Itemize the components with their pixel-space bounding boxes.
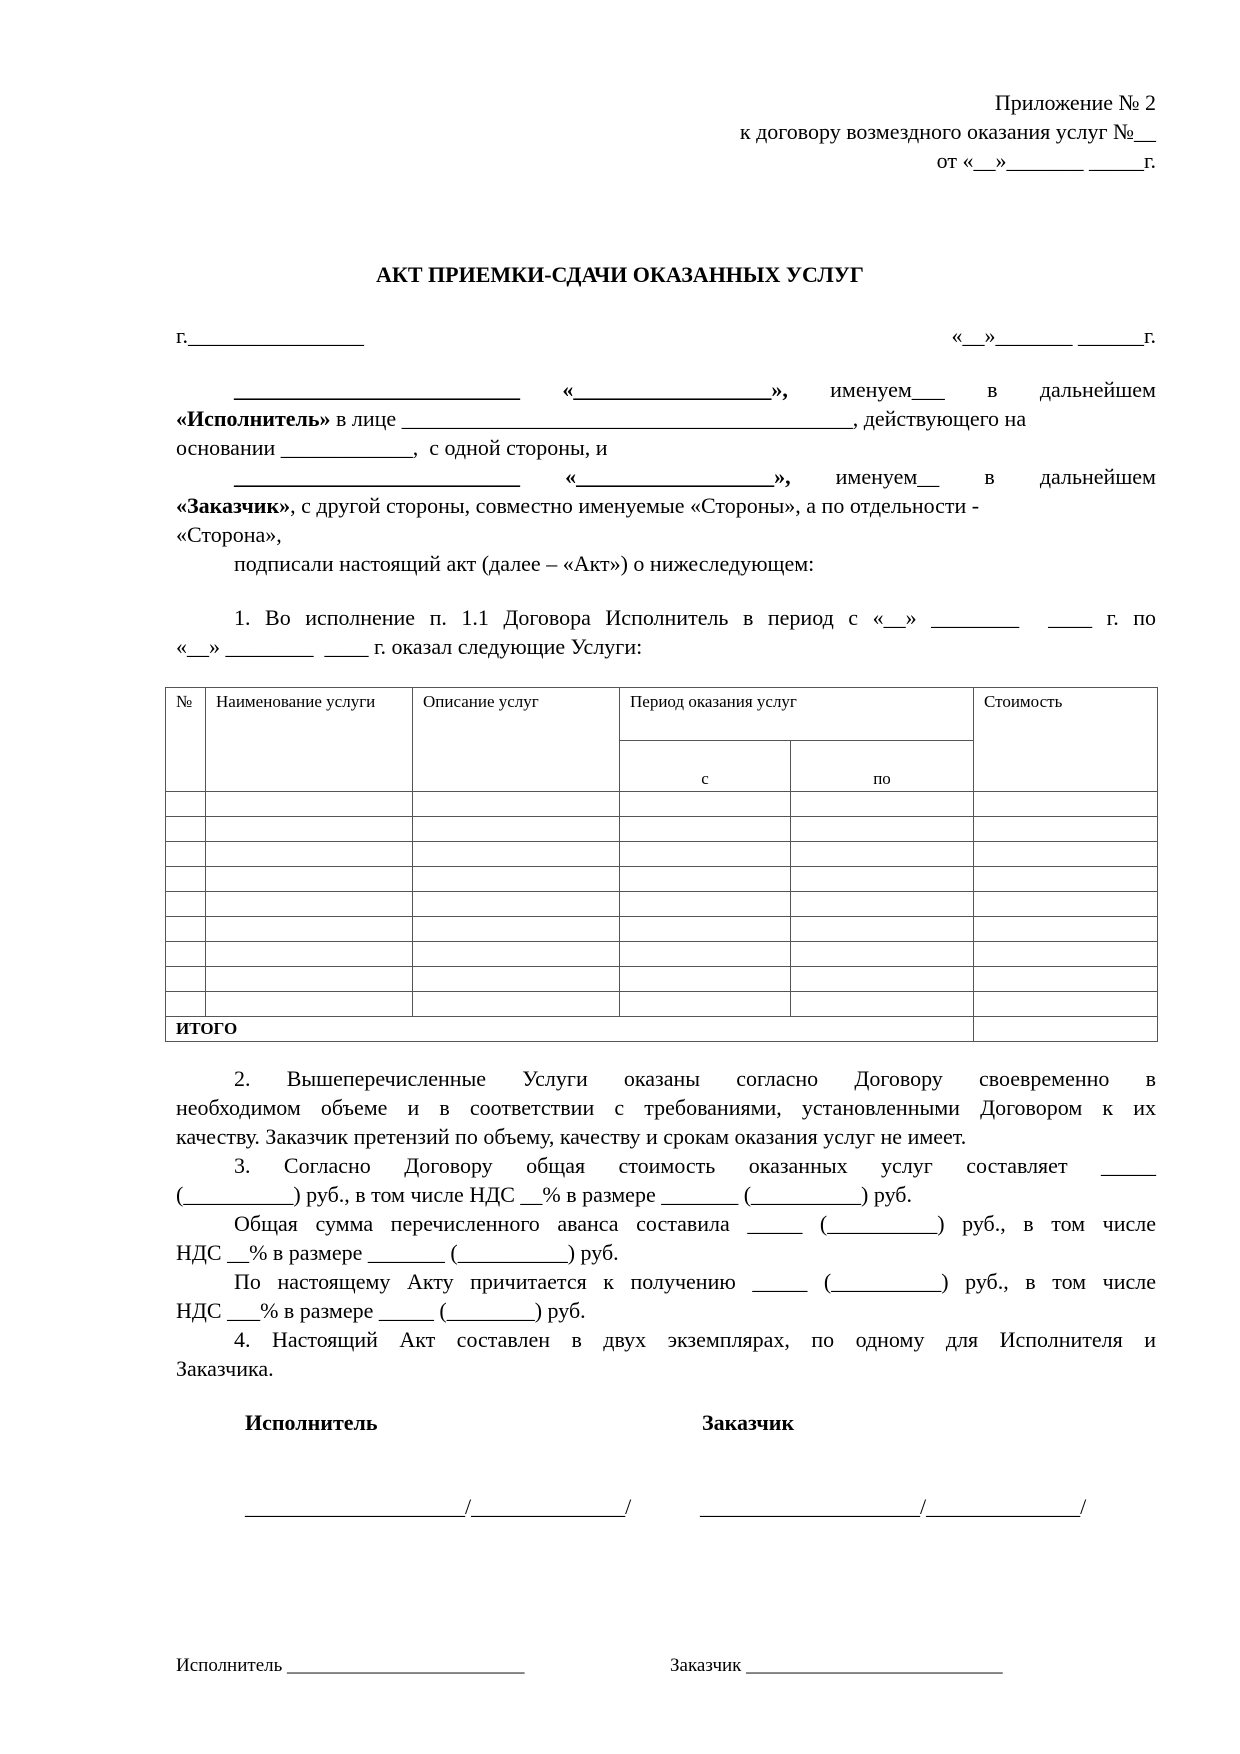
named-word: именуем___: [830, 377, 945, 402]
table-row: [166, 867, 1158, 892]
table-cell[interactable]: [166, 817, 206, 842]
contract-reference: к договору возмездного оказания услуг №__: [739, 119, 1156, 144]
table-cell[interactable]: [974, 917, 1158, 942]
table-cell[interactable]: [166, 917, 206, 942]
table-cell[interactable]: [206, 792, 413, 817]
clause-3-line-5: По настоящему Акту причитается к получению _____ (__________) руб., в том числе: [234, 1269, 1156, 1294]
total-cost-cell[interactable]: [974, 1017, 1158, 1042]
executor-signature-line[interactable]: ____________________/______________/: [245, 1494, 632, 1519]
parties-line-5: [176, 491, 1156, 520]
table-cell[interactable]: [791, 942, 974, 967]
table-cell[interactable]: [206, 942, 413, 967]
table-cell[interactable]: [413, 967, 620, 992]
table-cell[interactable]: [413, 792, 620, 817]
parties-line-2: [176, 404, 1156, 433]
table-cell[interactable]: [620, 867, 791, 892]
table-cell[interactable]: [620, 942, 791, 967]
clause-1-line-1: 1. Во исполнение п. 1.1 Договора Исполнитель в период с «__» ________ ____ г. по: [234, 605, 1156, 630]
table-cell[interactable]: [620, 817, 791, 842]
table-cell[interactable]: [974, 842, 1158, 867]
col-from-header: с: [620, 741, 791, 792]
city-field: г.________________: [176, 323, 365, 348]
executor-role: «Исполнитель»: [176, 406, 331, 431]
table-cell[interactable]: [620, 992, 791, 1017]
clause-4-line-1: 4. Настоящий Акт составлен в двух экземплярах, по одному для Исполнителя и: [234, 1327, 1156, 1352]
table-cell[interactable]: [166, 942, 206, 967]
services-table: [165, 687, 1158, 1042]
col-number-header: №: [166, 688, 206, 792]
hereinafter-word: дальнейшем: [1039, 464, 1156, 489]
clause-2-line-2: необходимом объеме и в соответствии с требованиями, установленными Договором к их: [176, 1095, 1156, 1120]
clause-1: [176, 603, 1156, 661]
table-cell[interactable]: [791, 967, 974, 992]
parties-line-3: основании ____________, с одной стороны, и: [176, 435, 608, 460]
date-field: «__»_______ ______г.: [951, 323, 1156, 348]
table-cell[interactable]: [974, 992, 1158, 1017]
executor-signature-heading: Исполнитель: [245, 1410, 378, 1435]
table-cell[interactable]: [791, 842, 974, 867]
col-description-header: Описание услуг: [413, 688, 620, 792]
clause-3-line-2: (__________) руб., в том числе НДС __% в размере _______ (__________) руб.: [176, 1182, 912, 1207]
table-cell[interactable]: [166, 967, 206, 992]
col-cost-header: Стоимость: [974, 688, 1158, 792]
table-cell[interactable]: [620, 842, 791, 867]
table-cell[interactable]: [791, 817, 974, 842]
clause-1-line-2: «__» ________ ____ г. оказал следующие Услуги:: [176, 634, 643, 659]
table-cell[interactable]: [206, 817, 413, 842]
table-cell[interactable]: [620, 967, 791, 992]
table-cell[interactable]: [166, 792, 206, 817]
table-cell[interactable]: [620, 892, 791, 917]
table-row: [166, 842, 1158, 867]
contract-date: от «__»_______ _____г.: [936, 148, 1156, 173]
table-cell[interactable]: [620, 917, 791, 942]
table-cell[interactable]: [206, 992, 413, 1017]
table-cell[interactable]: [413, 892, 620, 917]
table-cell[interactable]: [413, 992, 620, 1017]
table-cell[interactable]: [413, 867, 620, 892]
clause-3-line-1: 3. Согласно Договору общая стоимость оказанных услуг составляет _____: [234, 1153, 1156, 1178]
total-label: ИТОГО: [166, 1017, 974, 1042]
customer-quoted-blank: «__________________»,: [565, 464, 791, 489]
table-header-row: [166, 688, 1158, 741]
executor-representative: в лице _________________________________________, действующего на: [330, 406, 1027, 431]
table-cell[interactable]: [791, 867, 974, 892]
table-cell[interactable]: [791, 992, 974, 1017]
parties-paragraph: [176, 375, 1156, 578]
table-cell[interactable]: [413, 942, 620, 967]
customer-signature-heading: Заказчик: [702, 1410, 795, 1435]
table-cell[interactable]: [974, 967, 1158, 992]
hereinafter-word: дальнейшем: [1039, 377, 1156, 402]
table-row: [166, 892, 1158, 917]
table-row: [166, 942, 1158, 967]
table-cell[interactable]: [974, 942, 1158, 967]
parties-joint-text: , с другой стороны, совместно именуемые «Стороны», а по отдельности -: [290, 493, 980, 518]
table-cell[interactable]: [791, 792, 974, 817]
table-cell[interactable]: [206, 917, 413, 942]
clause-2: [176, 1064, 1156, 1151]
table-cell[interactable]: [166, 892, 206, 917]
table-cell[interactable]: [413, 917, 620, 942]
document-title: АКТ ПРИЕМКИ-СДАЧИ ОКАЗАННЫХ УСЛУГ: [376, 262, 864, 287]
footer-customer-initials[interactable]: Заказчик ___________________________: [670, 1655, 1003, 1676]
table-row: [166, 817, 1158, 842]
table-cell[interactable]: [166, 992, 206, 1017]
table-cell[interactable]: [413, 817, 620, 842]
customer-signature-line[interactable]: ____________________/______________/: [700, 1494, 1087, 1519]
table-row: [166, 917, 1158, 942]
table-row: [166, 792, 1158, 817]
col-period-header: Период оказания услуг: [620, 688, 974, 741]
in-word: в: [987, 377, 998, 402]
clause-2-line-3: качеству. Заказчик претензий по объему, качеству и срокам оказания услуг не имеет.: [176, 1124, 967, 1149]
table-total-row: [166, 1017, 1158, 1042]
table-cell[interactable]: [413, 842, 620, 867]
table-cell[interactable]: [620, 792, 791, 817]
executor-quoted-blank: «__________________»,: [562, 377, 788, 402]
clause-3-line-6: НДС ___% в размере _____ (________) руб.: [176, 1298, 586, 1323]
table-cell[interactable]: [791, 917, 974, 942]
col-to-header: по: [791, 741, 974, 792]
table-cell[interactable]: [974, 867, 1158, 892]
table-cell[interactable]: [974, 817, 1158, 842]
parties-line-1: [176, 375, 1156, 404]
table-row: [166, 967, 1158, 992]
executor-name-blank: __________________________: [234, 377, 520, 402]
footer-executor-initials[interactable]: Исполнитель _________________________: [176, 1655, 525, 1676]
col-service-name-header: Наименование услуги: [206, 688, 413, 792]
customer-role: «Заказчик»: [176, 493, 291, 518]
table-cell[interactable]: [206, 967, 413, 992]
table-cell[interactable]: [206, 892, 413, 917]
table-cell[interactable]: [206, 842, 413, 867]
clause-3-line-4: НДС __% в размере _______ (__________) руб.: [176, 1240, 619, 1265]
table-cell[interactable]: [791, 892, 974, 917]
parties-line-7: подписали настоящий акт (далее – «Акт») о нижеследующем:: [234, 551, 815, 576]
parties-line-4: [176, 462, 1156, 491]
table-cell[interactable]: [206, 867, 413, 892]
in-word: в: [984, 464, 995, 489]
table-cell[interactable]: [166, 867, 206, 892]
named-word: именуем__: [835, 464, 940, 489]
clause-3-line-3: Общая сумма перечисленного аванса составила _____ (__________) руб., в том числе: [234, 1211, 1156, 1236]
table-cell[interactable]: [974, 892, 1158, 917]
table-cell[interactable]: [974, 792, 1158, 817]
clause-3: [176, 1151, 1156, 1325]
table-row: [166, 992, 1158, 1017]
customer-name-blank: __________________________: [234, 464, 520, 489]
appendix-header: [740, 88, 1156, 175]
appendix-number: Приложение № 2: [994, 90, 1156, 115]
table-cell[interactable]: [166, 842, 206, 867]
clause-2-line-1: 2. Вышеперечисленные Услуги оказаны согласно Договору своевременно в: [234, 1066, 1156, 1091]
clause-4-line-2: Заказчика.: [176, 1356, 274, 1381]
clause-4: [176, 1325, 1156, 1383]
parties-line-6: «Сторона»,: [176, 522, 282, 547]
